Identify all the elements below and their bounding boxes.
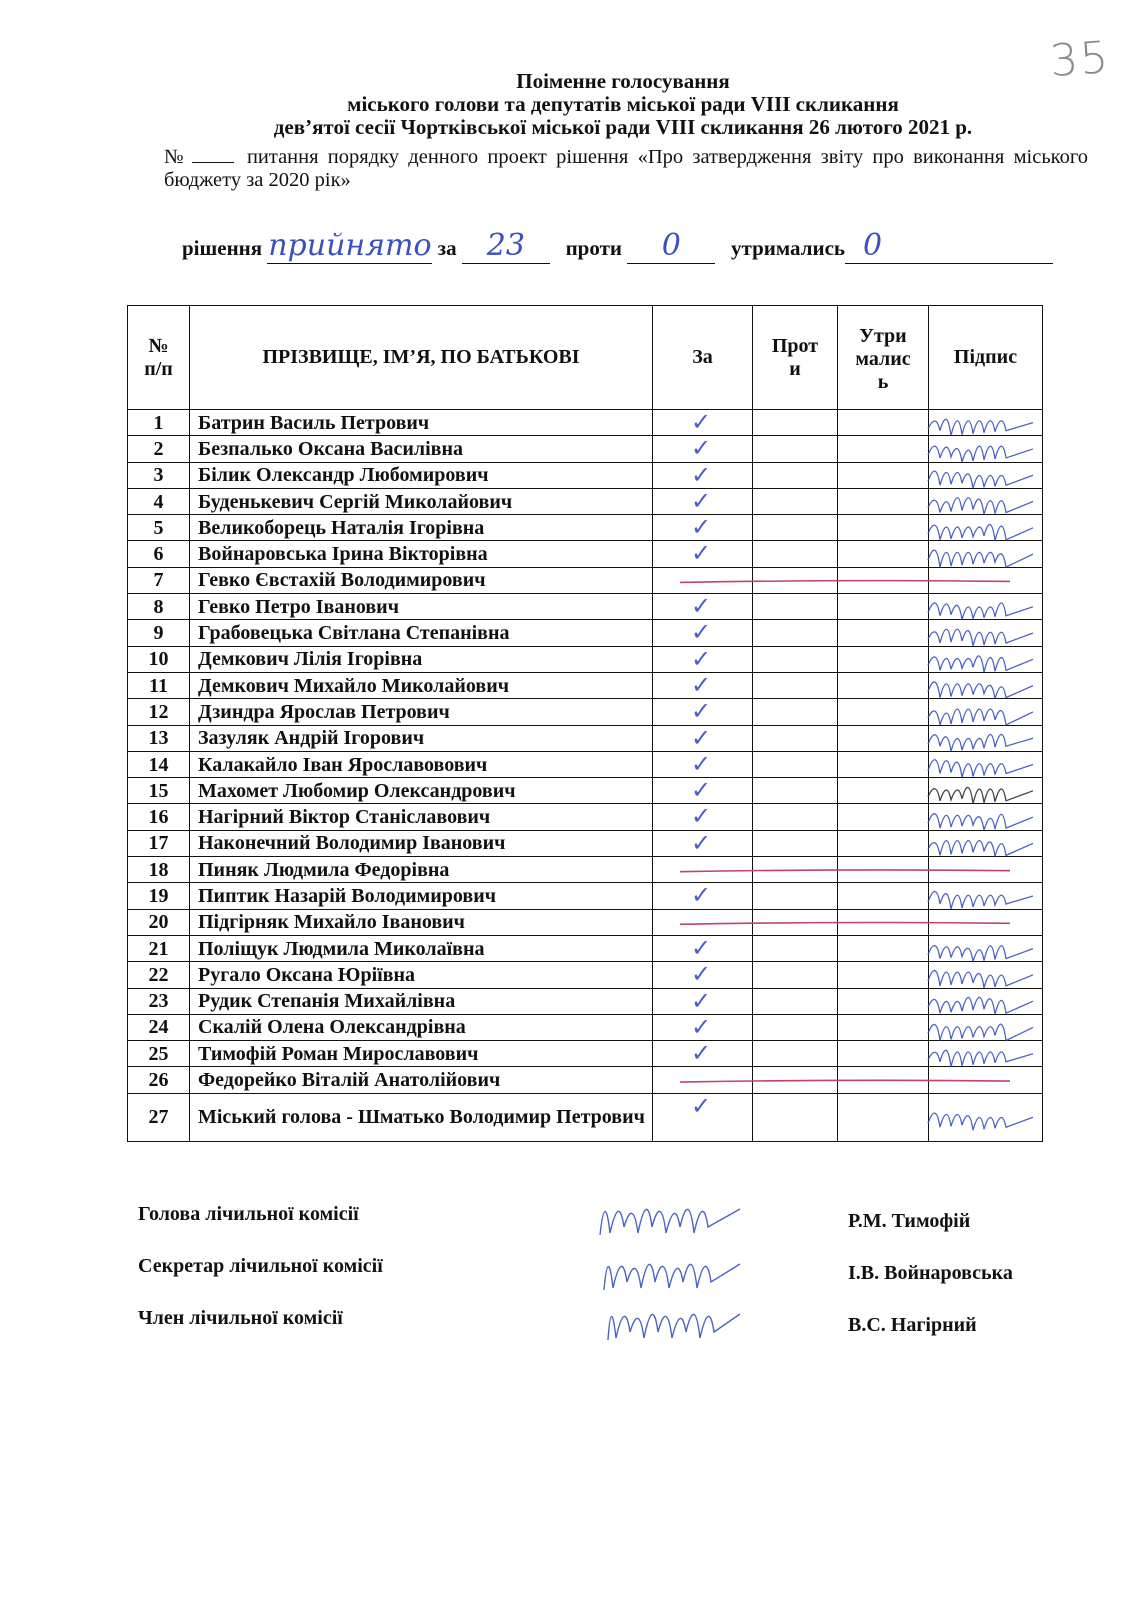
roll-call-table [127, 305, 1043, 1142]
title-line-2: міського голови та депутатів міської ради VIII скликання [347, 92, 899, 116]
header-signature: Підпис [929, 306, 1043, 410]
row-number: 9 [128, 620, 190, 646]
commission-signature-scribble [608, 1314, 740, 1340]
row-number: 12 [128, 699, 190, 725]
deputy-name: Скалій Олена Олександрівна [190, 1014, 653, 1040]
title-line-3: дев’ятої сесії Чортківської міської ради VIII скликання 26 лютого 2021 р. [273, 115, 973, 139]
vote-utrymalys-cell [838, 935, 929, 961]
vote-utrymalys-cell [838, 567, 929, 593]
vote-utrymalys-cell [838, 462, 929, 488]
table-row [128, 1041, 1043, 1067]
vote-za-cell [653, 515, 753, 541]
vote-za-cell [653, 699, 753, 725]
signature-cell [929, 778, 1043, 804]
vote-za-cell [653, 988, 753, 1014]
vote-za-cell [653, 804, 753, 830]
vote-za-cell [653, 1067, 753, 1093]
table-row [128, 462, 1043, 488]
checkmark-icon: ✓ [691, 1012, 712, 1041]
title-line-1: Поіменне голосування [516, 69, 730, 93]
row-number: 25 [128, 1041, 190, 1067]
deputy-name: Ругало Оксана Юріївна [190, 962, 653, 988]
vote-proty-cell [753, 751, 838, 777]
vote-utrymalys-cell [838, 909, 929, 935]
checkmark-icon: ✓ [691, 776, 712, 805]
deputy-name: Грабовецька Світлана Степанівна [190, 620, 653, 646]
signature-cell [929, 488, 1043, 514]
vote-result-line [182, 228, 1082, 264]
signature-cell [929, 620, 1043, 646]
commission-signature-scribble [604, 1264, 740, 1290]
checkmark-icon: ✓ [691, 986, 712, 1015]
checkmark-icon: ✓ [691, 539, 712, 568]
vote-proty-cell [753, 620, 838, 646]
vote-proty-cell [753, 488, 838, 514]
vote-za-cell [653, 857, 753, 883]
deputy-name: Махомет Любомир Олександрович [190, 778, 653, 804]
deputy-name: Білик Олександр Любомирович [190, 462, 653, 488]
checkmark-icon: ✓ [691, 828, 712, 857]
table-header-row [128, 306, 1043, 410]
vote-utrymalys-cell [838, 1067, 929, 1093]
deputy-name: Підгірняк Михайло Іванович [190, 909, 653, 935]
table-row [128, 1067, 1043, 1093]
table-row [128, 725, 1043, 751]
header-proty: Проти [753, 306, 838, 410]
checkmark-icon: ✓ [691, 513, 712, 542]
vote-proty-cell [753, 515, 838, 541]
vote-proty-cell [753, 1093, 838, 1141]
vote-proty-cell [753, 909, 838, 935]
checkmark-icon: ✓ [691, 749, 712, 778]
vote-utrymalys-cell [838, 962, 929, 988]
checkmark-icon: ✓ [691, 1091, 712, 1120]
header-utrymalys: Утримались [838, 306, 929, 410]
table-row [128, 935, 1043, 961]
checkmark-icon: ✓ [691, 1039, 712, 1068]
header-name: ПРІЗВИЩЕ, ІМ’Я, ПО БАТЬКОВІ [190, 306, 653, 410]
deputy-name: Нагірний Віктор Станіславович [190, 804, 653, 830]
vote-utrymalys-cell [838, 778, 929, 804]
table-body [128, 410, 1043, 1142]
decision-label: рішення [182, 236, 263, 260]
table-row [128, 909, 1043, 935]
header-za: За [653, 306, 753, 410]
signature-cell [929, 410, 1043, 436]
vote-utrymalys-cell [838, 1093, 929, 1141]
signature-cell [929, 883, 1043, 909]
vote-za-cell [653, 935, 753, 961]
vote-proty-cell [753, 1067, 838, 1093]
vote-utrymalys-cell [838, 515, 929, 541]
vote-za-cell [653, 778, 753, 804]
table-row [128, 410, 1043, 436]
vote-utrymalys-cell [838, 1041, 929, 1067]
agenda-text: питання порядку денного проект рішення «Про затвердження звіту про виконання міського бюджету за 2020 рік» [164, 146, 1089, 191]
checkmark-icon: ✓ [691, 486, 712, 515]
vote-utrymalys-cell [838, 541, 929, 567]
vote-proty-cell [753, 594, 838, 620]
vote-za-cell [653, 1014, 753, 1040]
row-number: 11 [128, 672, 190, 698]
row-number: 20 [128, 909, 190, 935]
vote-za-cell [653, 541, 753, 567]
signature-cell [929, 751, 1043, 777]
deputy-name: Безпалько Оксана Василівна [190, 436, 653, 462]
commission-member-name: В.С. Нагірний [848, 1314, 977, 1336]
deputy-name: Войнаровська Ірина Вікторівна [190, 541, 653, 567]
za-label: за [437, 236, 457, 260]
table-row [128, 1014, 1043, 1040]
vote-za-cell [653, 594, 753, 620]
document-title [150, 70, 1096, 139]
agenda-number-prefix: № [164, 146, 188, 168]
signature-cell [929, 541, 1043, 567]
deputy-name: Тимофій Роман Мирославович [190, 1041, 653, 1067]
vote-za-cell [653, 567, 753, 593]
row-number: 6 [128, 541, 190, 567]
deputy-name: Дзиндра Ярослав Петрович [190, 699, 653, 725]
checkmark-icon: ✓ [691, 618, 712, 647]
vote-za-cell [653, 462, 753, 488]
vote-za-cell [653, 1041, 753, 1067]
vote-utrymalys-cell [838, 488, 929, 514]
vote-utrymalys-cell [838, 988, 929, 1014]
vote-proty-cell [753, 699, 838, 725]
signature-cell [929, 567, 1043, 593]
signature-cell [929, 646, 1043, 672]
agenda-number-blank [192, 162, 234, 163]
checkmark-icon: ✓ [691, 408, 712, 436]
row-number: 10 [128, 646, 190, 672]
vote-proty-cell [753, 725, 838, 751]
checkmark-icon: ✓ [691, 592, 712, 621]
checkmark-icon: ✓ [691, 960, 712, 989]
vote-utrymalys-cell [838, 804, 929, 830]
vote-za-cell [653, 436, 753, 462]
vote-proty-cell [753, 883, 838, 909]
table-row [128, 436, 1043, 462]
table-row [128, 751, 1043, 777]
utrymalys-label: утримались [731, 236, 846, 260]
row-number: 17 [128, 830, 190, 856]
checkmark-icon: ✓ [691, 802, 712, 831]
vote-proty-cell [753, 436, 838, 462]
vote-utrymalys-cell [838, 857, 929, 883]
commission-role: Член лічильної комісії [138, 1307, 343, 1329]
za-value-handwritten: 23 [462, 228, 550, 264]
signature-cell [929, 672, 1043, 698]
commission-member-name: Р.М. Тимофій [848, 1210, 971, 1232]
row-number: 24 [128, 1014, 190, 1040]
row-number: 3 [128, 462, 190, 488]
deputy-name: Федорейко Віталій Анатолійович [190, 1067, 653, 1093]
vote-utrymalys-cell [838, 1014, 929, 1040]
table-row [128, 857, 1043, 883]
vote-utrymalys-cell [838, 620, 929, 646]
signature-cell [929, 935, 1043, 961]
row-number: 27 [128, 1093, 190, 1141]
commission-signature-scribble [600, 1209, 740, 1235]
signature-cell [929, 804, 1043, 830]
vote-utrymalys-cell [838, 751, 929, 777]
signature-cell [929, 1014, 1043, 1040]
deputy-name: Великоборець Наталія Ігорівна [190, 515, 653, 541]
vote-proty-cell [753, 778, 838, 804]
row-number: 26 [128, 1067, 190, 1093]
table-row [128, 1093, 1043, 1141]
vote-za-cell [653, 620, 753, 646]
row-number: 13 [128, 725, 190, 751]
table-row [128, 488, 1043, 514]
row-number: 15 [128, 778, 190, 804]
table-row [128, 988, 1043, 1014]
signature-cell [929, 436, 1043, 462]
deputy-name: Зазуляк Андрій Ігорович [190, 725, 653, 751]
vote-utrymalys-cell [838, 830, 929, 856]
row-number: 14 [128, 751, 190, 777]
table-row [128, 883, 1043, 909]
signature-cell [929, 1067, 1043, 1093]
vote-za-cell [653, 883, 753, 909]
vote-proty-cell [753, 857, 838, 883]
vote-utrymalys-cell [838, 672, 929, 698]
row-number: 23 [128, 988, 190, 1014]
checkmark-icon: ✓ [691, 881, 712, 910]
table-row [128, 620, 1043, 646]
vote-utrymalys-cell [838, 410, 929, 436]
signature-cell [929, 515, 1043, 541]
agenda-item [164, 146, 1088, 192]
vote-proty-cell [753, 567, 838, 593]
vote-proty-cell [753, 410, 838, 436]
vote-za-cell [653, 410, 753, 436]
vote-za-cell [653, 646, 753, 672]
deputy-name: Пиняк Людмила Федорівна [190, 857, 653, 883]
signature-cell [929, 857, 1043, 883]
checkmark-icon: ✓ [691, 723, 712, 752]
vote-za-cell [653, 672, 753, 698]
vote-proty-cell [753, 1014, 838, 1040]
deputy-name: Буденькевич Сергій Миколайович [190, 488, 653, 514]
deputy-name: Пиптик Назарій Володимирович [190, 883, 653, 909]
signature-cell [929, 462, 1043, 488]
vote-utrymalys-cell [838, 883, 929, 909]
signature-cell [929, 909, 1043, 935]
table-row [128, 962, 1043, 988]
deputy-name: Демкович Михайло Миколайович [190, 672, 653, 698]
vote-za-cell [653, 751, 753, 777]
vote-za-cell [653, 909, 753, 935]
signature-cell [929, 594, 1043, 620]
deputy-name: Поліщук Людмила Миколаївна [190, 935, 653, 961]
checkmark-icon: ✓ [691, 933, 712, 962]
vote-proty-cell [753, 988, 838, 1014]
vote-utrymalys-cell [838, 725, 929, 751]
row-number: 5 [128, 515, 190, 541]
row-number: 21 [128, 935, 190, 961]
page-number-handwritten: 35 [1048, 31, 1112, 88]
vote-proty-cell [753, 935, 838, 961]
vote-proty-cell [753, 541, 838, 567]
signature-cell [929, 725, 1043, 751]
table-row [128, 567, 1043, 593]
vote-utrymalys-cell [838, 646, 929, 672]
commission-role: Секретар лічильної комісії [138, 1255, 383, 1277]
deputy-name: Міський голова - Шматько Володимир Петрович [190, 1093, 653, 1141]
checkmark-icon: ✓ [691, 644, 712, 673]
vote-utrymalys-cell [838, 436, 929, 462]
table-row [128, 646, 1043, 672]
proty-value-handwritten: 0 [627, 228, 715, 264]
row-number: 18 [128, 857, 190, 883]
utrymalys-value-handwritten: 0 [845, 228, 1053, 264]
vote-proty-cell [753, 830, 838, 856]
vote-proty-cell [753, 672, 838, 698]
signature-cell [929, 699, 1043, 725]
vote-za-cell [653, 488, 753, 514]
deputy-name: Гевко Євстахій Володимирович [190, 567, 653, 593]
vote-proty-cell [753, 804, 838, 830]
deputy-name: Рудик Степанія Михайлівна [190, 988, 653, 1014]
signature-cell [929, 1093, 1043, 1141]
deputy-name: Батрин Василь Петрович [190, 410, 653, 436]
header-num: № п/п [128, 306, 190, 410]
deputy-name: Демкович Лілія Ігорівна [190, 646, 653, 672]
checkmark-icon: ✓ [691, 670, 712, 699]
table-row [128, 699, 1043, 725]
deputy-name: Наконечний Володимир Іванович [190, 830, 653, 856]
table-row [128, 672, 1043, 698]
checkmark-icon: ✓ [691, 460, 712, 489]
vote-za-cell [653, 830, 753, 856]
table-row [128, 830, 1043, 856]
table-row [128, 804, 1043, 830]
vote-proty-cell [753, 962, 838, 988]
row-number: 16 [128, 804, 190, 830]
checkmark-icon: ✓ [691, 697, 712, 726]
signature-cell [929, 830, 1043, 856]
vote-utrymalys-cell [838, 699, 929, 725]
signature-cell [929, 1041, 1043, 1067]
row-number: 8 [128, 594, 190, 620]
vote-za-cell [653, 725, 753, 751]
row-number: 22 [128, 962, 190, 988]
decision-value-handwritten: прийнято [268, 228, 432, 263]
table-row [128, 594, 1043, 620]
commission-member-name: І.В. Войнаровська [848, 1262, 1013, 1284]
signature-cell [929, 988, 1043, 1014]
table-row [128, 778, 1043, 804]
commission-role: Голова лічильної комісії [138, 1203, 359, 1225]
vote-proty-cell [753, 1041, 838, 1067]
signature-cell [929, 962, 1043, 988]
proty-label: проти [565, 236, 622, 260]
table-row [128, 541, 1043, 567]
checkmark-icon: ✓ [691, 434, 712, 463]
deputy-name: Калакайло Іван Ярославовович [190, 751, 653, 777]
row-number: 2 [128, 436, 190, 462]
table-row [128, 515, 1043, 541]
vote-za-cell [653, 1093, 753, 1141]
row-number: 4 [128, 488, 190, 514]
row-number: 1 [128, 410, 190, 436]
vote-utrymalys-cell [838, 594, 929, 620]
row-number: 7 [128, 567, 190, 593]
vote-za-cell [653, 962, 753, 988]
vote-proty-cell [753, 646, 838, 672]
row-number: 19 [128, 883, 190, 909]
vote-proty-cell [753, 462, 838, 488]
deputy-name: Гевко Петро Іванович [190, 594, 653, 620]
